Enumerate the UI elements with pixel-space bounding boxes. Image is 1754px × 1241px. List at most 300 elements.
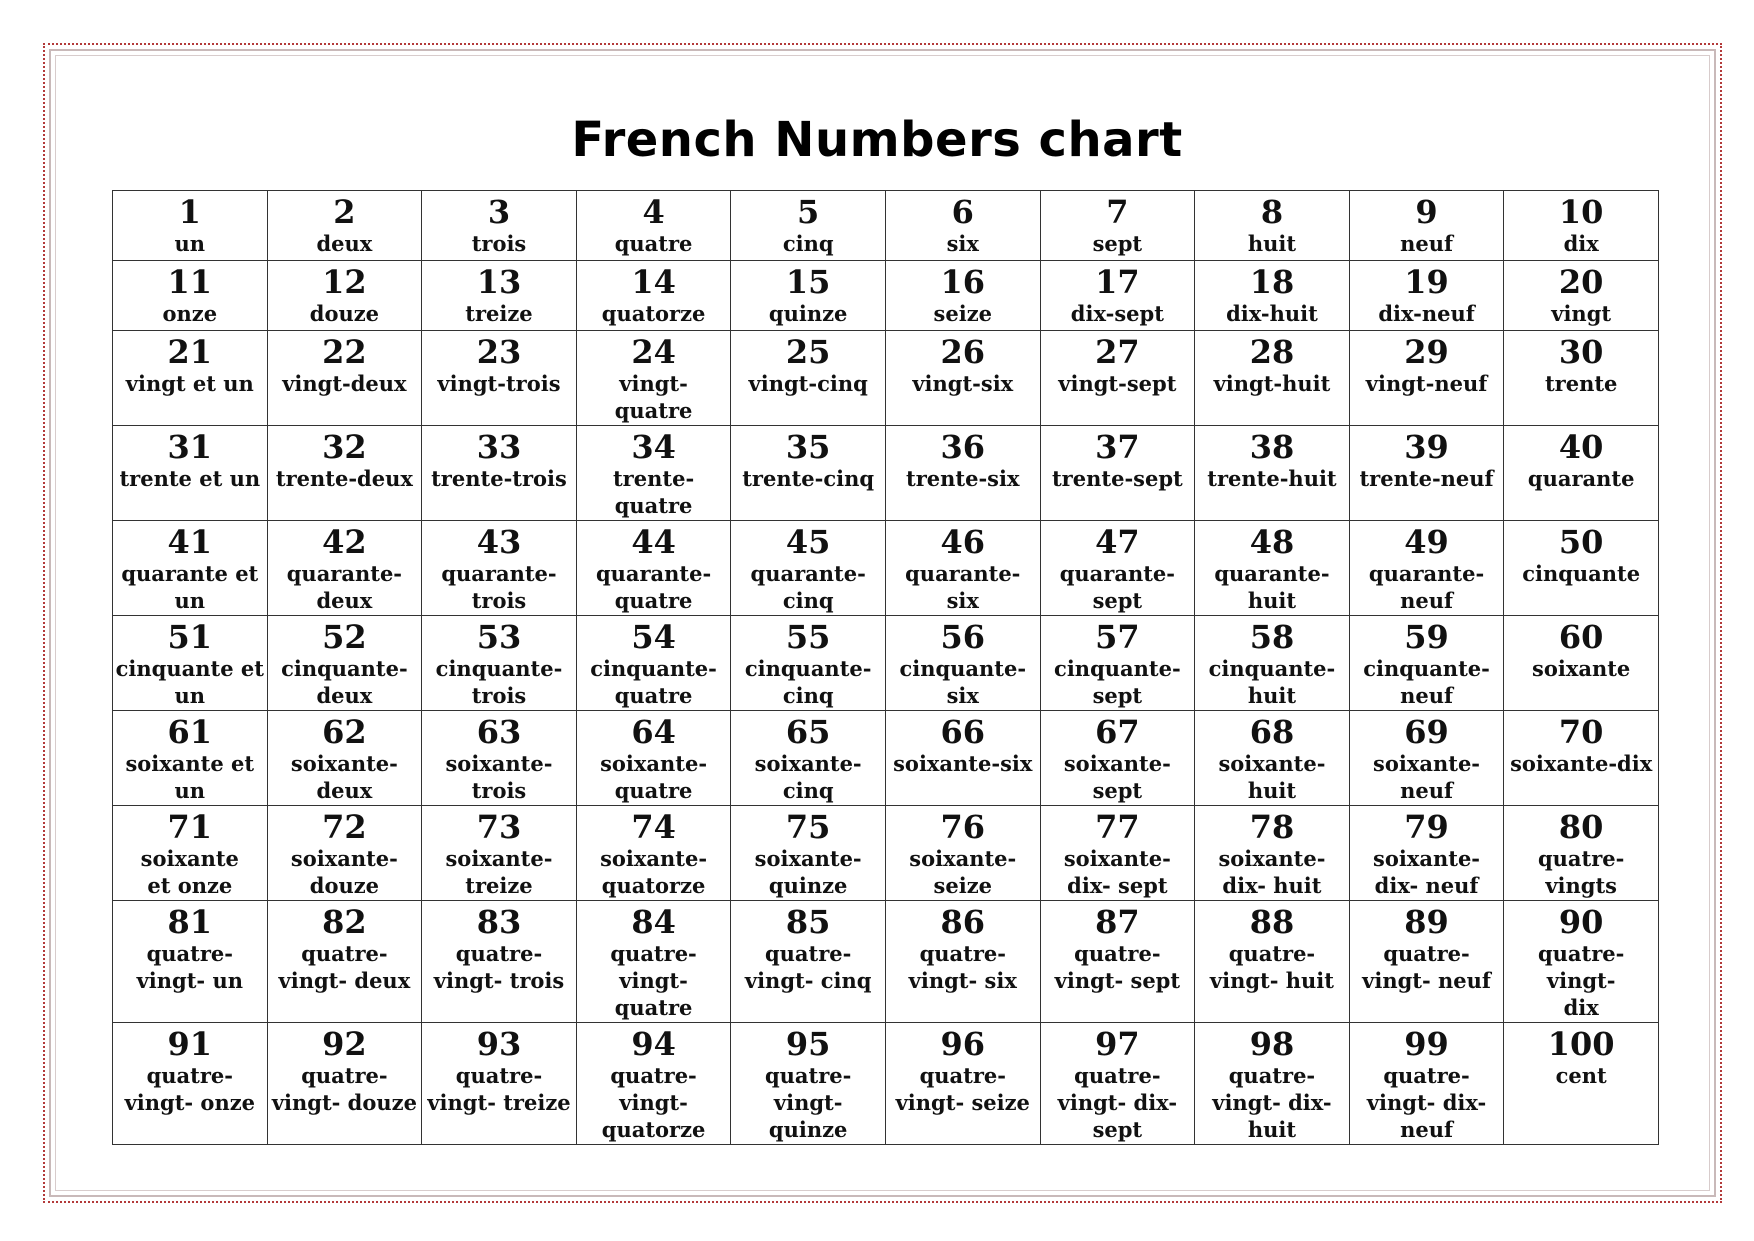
number-cell	[422, 1023, 577, 1145]
number-value: 55	[785, 618, 831, 656]
number-word: soixante- trois	[445, 751, 553, 803]
number-word: vingt-six	[912, 371, 1014, 396]
number-word: quatre- vingt- douze	[271, 1063, 417, 1115]
number-cell	[885, 711, 1040, 806]
number-value: 60	[1558, 618, 1604, 656]
number-value: 40	[1558, 428, 1604, 466]
number-word: vingt-huit	[1213, 371, 1331, 396]
number-word: trente-huit	[1207, 466, 1337, 491]
number-cell	[885, 426, 1040, 521]
number-word: cinquante- cinq	[744, 656, 872, 708]
number-cell	[576, 616, 731, 711]
number-cell	[1195, 191, 1350, 261]
number-cell	[885, 616, 1040, 711]
number-value: 93	[476, 1025, 522, 1063]
number-cell	[113, 1023, 268, 1145]
number-word: dix	[1563, 231, 1599, 256]
number-value: 26	[940, 333, 986, 371]
number-value: 73	[476, 808, 522, 846]
number-cell	[113, 521, 268, 616]
number-word: soixante et onze	[140, 846, 239, 898]
number-word: soixante- treize	[445, 846, 553, 898]
number-value: 85	[785, 903, 831, 941]
number-value: 67	[1095, 713, 1140, 751]
number-value: 75	[785, 808, 831, 846]
number-cell	[731, 426, 886, 521]
number-value: 34	[631, 428, 676, 466]
number-word: quarante- trois	[441, 561, 557, 613]
number-word: soixante- seize	[909, 846, 1017, 898]
number-value: 70	[1558, 713, 1604, 751]
number-value: 38	[1249, 428, 1295, 466]
number-word: trente-six	[906, 466, 1020, 491]
number-value: 52	[322, 618, 367, 656]
number-value: 71	[167, 808, 213, 846]
number-value: 31	[167, 428, 213, 466]
number-cell	[1349, 711, 1504, 806]
number-word: cinquante et un	[115, 656, 264, 708]
number-cell	[1195, 1023, 1350, 1145]
number-word: quatre-vingt- dix	[1537, 941, 1625, 1020]
number-cell	[885, 261, 1040, 331]
number-cell	[422, 261, 577, 331]
number-value: 58	[1249, 618, 1295, 656]
number-cell	[1504, 521, 1659, 616]
number-cell	[267, 1023, 422, 1145]
number-value: 53	[476, 618, 522, 656]
number-cell	[1195, 426, 1350, 521]
number-word: quatre- vingt- neuf	[1362, 941, 1491, 993]
number-word: vingt-sept	[1058, 371, 1177, 396]
number-cell	[576, 261, 731, 331]
number-word: soixante-six	[893, 751, 1033, 776]
number-cell	[422, 331, 577, 426]
number-word: dix-sept	[1070, 301, 1164, 326]
number-value: 47	[1095, 523, 1140, 561]
number-value: 24	[631, 333, 676, 371]
number-word: six	[946, 231, 979, 256]
number-cell	[731, 1023, 886, 1145]
number-value: 81	[167, 903, 213, 941]
number-word: cinquante- huit	[1208, 656, 1336, 708]
number-cell	[576, 426, 731, 521]
number-word: vingt- quatre	[614, 371, 693, 423]
number-word: seize	[933, 301, 992, 326]
number-value: 33	[476, 428, 522, 466]
number-word: cinquante- sept	[1054, 656, 1181, 708]
number-cell	[267, 261, 422, 331]
number-value: 91	[167, 1025, 213, 1063]
number-cell	[113, 806, 268, 901]
number-cell	[113, 261, 268, 331]
number-value: 14	[631, 263, 676, 301]
number-value: 36	[940, 428, 986, 466]
number-cell	[1349, 901, 1504, 1023]
number-cell	[267, 901, 422, 1023]
number-word: quatorze	[601, 301, 706, 326]
number-cell	[885, 191, 1040, 261]
numbers-table	[112, 190, 1659, 1145]
number-cell	[731, 191, 886, 261]
number-word: neuf	[1400, 231, 1454, 256]
number-word: douze	[309, 301, 380, 326]
number-value: 12	[322, 263, 367, 301]
number-word: dix-huit	[1226, 301, 1318, 326]
number-word: soixante- quatre	[600, 751, 708, 803]
table-row	[113, 426, 1659, 521]
number-word: cinquante- deux	[281, 656, 408, 708]
number-cell	[1504, 806, 1659, 901]
number-word: trois	[471, 231, 527, 256]
number-value: 59	[1404, 618, 1449, 656]
number-word: quatre- vingt- deux	[278, 941, 411, 993]
number-word: quinze	[768, 301, 848, 326]
table-row	[113, 806, 1659, 901]
number-word: quarante- neuf	[1368, 561, 1485, 613]
number-cell	[1349, 331, 1504, 426]
number-word: quarante- quatre	[595, 561, 712, 613]
number-value: 7	[1106, 193, 1129, 231]
number-cell	[1040, 901, 1195, 1023]
number-value: 20	[1558, 263, 1604, 301]
number-value: 4	[642, 193, 665, 231]
number-cell	[731, 331, 886, 426]
number-word: cinquante- neuf	[1363, 656, 1490, 708]
number-cell	[731, 616, 886, 711]
number-word: quarante- six	[905, 561, 1021, 613]
number-cell	[885, 1023, 1040, 1145]
number-cell	[422, 521, 577, 616]
number-value: 79	[1404, 808, 1449, 846]
number-value: 86	[940, 903, 986, 941]
number-value: 49	[1404, 523, 1449, 561]
number-word: vingt-neuf	[1365, 371, 1488, 396]
number-value: 28	[1249, 333, 1295, 371]
number-value: 37	[1095, 428, 1140, 466]
number-value: 16	[940, 263, 986, 301]
number-cell	[576, 711, 731, 806]
number-word: soixante- huit	[1218, 751, 1326, 803]
number-value: 74	[631, 808, 676, 846]
number-cell	[1349, 191, 1504, 261]
number-word: quatre- vingt- cinq	[744, 941, 872, 993]
number-value: 69	[1404, 713, 1449, 751]
number-cell	[1040, 331, 1195, 426]
number-cell	[1040, 711, 1195, 806]
number-value: 48	[1249, 523, 1295, 561]
number-cell	[113, 191, 268, 261]
number-cell	[1040, 806, 1195, 901]
number-word: soixante- quatorze	[600, 846, 708, 898]
number-value: 41	[167, 523, 213, 561]
number-word: soixante et un	[125, 751, 255, 803]
number-word: dix-neuf	[1378, 301, 1475, 326]
table-row	[113, 1023, 1659, 1145]
number-value: 83	[476, 903, 522, 941]
number-value: 5	[797, 193, 820, 231]
number-value: 21	[167, 333, 213, 371]
number-cell	[576, 191, 731, 261]
number-word: trente	[1544, 371, 1618, 396]
number-value: 63	[476, 713, 522, 751]
number-cell	[1195, 261, 1350, 331]
number-cell	[1504, 191, 1659, 261]
number-word: soixante-dix	[1510, 751, 1653, 776]
number-cell	[267, 806, 422, 901]
number-value: 13	[476, 263, 522, 301]
number-value: 54	[631, 618, 676, 656]
number-word: huit	[1247, 231, 1297, 256]
table-row	[113, 616, 1659, 711]
number-cell	[267, 331, 422, 426]
number-cell	[731, 711, 886, 806]
number-value: 25	[785, 333, 831, 371]
number-cell	[422, 806, 577, 901]
number-word: cinquante- six	[899, 656, 1027, 708]
number-word: soixante- quinze	[754, 846, 862, 898]
number-cell	[113, 711, 268, 806]
number-value: 87	[1095, 903, 1140, 941]
number-value: 77	[1095, 808, 1140, 846]
number-word: cinquante- quatre	[590, 656, 717, 708]
number-value: 96	[940, 1025, 986, 1063]
number-value: 3	[487, 193, 511, 231]
number-cell	[267, 426, 422, 521]
number-word: trente et un	[119, 466, 261, 491]
number-word: quatre- vingt- un	[136, 941, 243, 993]
number-word: cinquante- trois	[435, 656, 563, 708]
number-word: quatre- vingt- sept	[1054, 941, 1181, 993]
number-cell	[1349, 1023, 1504, 1145]
number-value: 78	[1249, 808, 1295, 846]
number-value: 44	[631, 523, 676, 561]
number-value: 98	[1249, 1025, 1295, 1063]
number-value: 84	[631, 903, 676, 941]
number-value: 94	[631, 1025, 676, 1063]
number-value: 61	[167, 713, 213, 751]
number-cell	[731, 521, 886, 616]
number-value: 27	[1095, 333, 1140, 371]
number-cell	[1504, 616, 1659, 711]
number-word: quatre- vingt- treize	[427, 1063, 571, 1115]
number-cell	[422, 616, 577, 711]
number-cell	[1349, 426, 1504, 521]
number-word: soixante- neuf	[1373, 751, 1481, 803]
number-value: 51	[167, 618, 213, 656]
number-value: 46	[940, 523, 986, 561]
number-word: deux	[316, 231, 373, 256]
number-word: soixante	[1532, 656, 1631, 681]
number-value: 39	[1404, 428, 1449, 466]
number-cell	[267, 711, 422, 806]
number-value: 66	[940, 713, 986, 751]
number-value: 15	[785, 263, 831, 301]
number-word: vingt et un	[125, 371, 254, 396]
table-row	[113, 711, 1659, 806]
table-row	[113, 331, 1659, 426]
number-word: sept	[1092, 231, 1143, 256]
number-cell	[267, 521, 422, 616]
number-cell	[731, 806, 886, 901]
number-word: trente-sept	[1051, 466, 1183, 491]
number-cell	[576, 901, 731, 1023]
number-value: 45	[785, 523, 831, 561]
number-value: 35	[785, 428, 831, 466]
number-cell	[576, 806, 731, 901]
number-cell	[1504, 711, 1659, 806]
number-word: treize	[465, 301, 533, 326]
number-value: 62	[322, 713, 367, 751]
number-cell	[113, 901, 268, 1023]
number-word: cinq	[782, 231, 834, 256]
number-word: vingt-deux	[282, 371, 407, 396]
number-cell	[885, 806, 1040, 901]
number-cell	[267, 191, 422, 261]
number-word: quarante	[1527, 466, 1635, 491]
number-word: un	[174, 231, 206, 256]
number-cell	[113, 616, 268, 711]
number-cell	[1504, 1023, 1659, 1145]
number-cell	[1040, 1023, 1195, 1145]
number-word: trente-neuf	[1359, 466, 1494, 491]
number-value: 72	[322, 808, 367, 846]
number-value: 68	[1249, 713, 1295, 751]
number-cell	[1349, 261, 1504, 331]
number-value: 57	[1095, 618, 1140, 656]
number-value: 43	[476, 523, 522, 561]
number-word: quarante- cinq	[750, 561, 866, 613]
number-word: quatre- vingt- onze	[124, 1063, 255, 1115]
number-word: vingt-trois	[437, 371, 561, 396]
table-row	[113, 521, 1659, 616]
number-word: cinquante	[1522, 561, 1641, 586]
number-cell	[1504, 261, 1659, 331]
number-cell	[113, 426, 268, 521]
table-row	[113, 901, 1659, 1023]
number-cell	[422, 711, 577, 806]
number-value: 2	[333, 193, 356, 231]
number-value: 92	[322, 1025, 367, 1063]
number-cell	[1195, 331, 1350, 426]
number-word: onze	[162, 301, 218, 326]
number-value: 80	[1558, 808, 1604, 846]
number-value: 1	[178, 193, 201, 231]
number-value: 50	[1558, 523, 1604, 561]
number-value: 29	[1404, 333, 1449, 371]
number-word: soixante- dix- neuf	[1373, 846, 1481, 898]
number-cell	[1504, 331, 1659, 426]
number-value: 97	[1095, 1025, 1140, 1063]
number-cell	[422, 191, 577, 261]
number-value: 32	[322, 428, 367, 466]
number-word: quarante et un	[121, 561, 259, 613]
number-cell	[1195, 521, 1350, 616]
number-word: quatre- vingt- six	[908, 941, 1017, 993]
number-word: quarante- sept	[1059, 561, 1175, 613]
number-cell	[576, 1023, 731, 1145]
number-value: 9	[1415, 193, 1438, 231]
number-cell	[885, 901, 1040, 1023]
number-word: soixante- sept	[1063, 751, 1171, 803]
number-word: quatre- vingt- dix- huit	[1212, 1063, 1332, 1142]
number-value: 64	[631, 713, 676, 751]
number-word: trente-cinq	[742, 466, 875, 491]
number-cell	[576, 331, 731, 426]
number-word: trente-deux	[275, 466, 413, 491]
number-word: cent	[1555, 1063, 1607, 1088]
number-word: soixante- dix- sept	[1063, 846, 1171, 898]
number-cell	[1040, 191, 1195, 261]
number-value: 10	[1558, 193, 1604, 231]
number-value: 19	[1404, 263, 1449, 301]
number-cell	[576, 521, 731, 616]
number-cell	[1349, 616, 1504, 711]
number-word: quatre- vingt- trois	[433, 941, 565, 993]
number-word: soixante- douze	[290, 846, 398, 898]
number-value: 76	[940, 808, 986, 846]
table-row	[113, 261, 1659, 331]
number-value: 42	[322, 523, 367, 561]
page-title: French Numbers chart	[571, 112, 1183, 168]
number-value: 82	[322, 903, 367, 941]
number-cell	[422, 901, 577, 1023]
number-word: quatre-vingts	[1537, 846, 1625, 898]
number-cell	[885, 331, 1040, 426]
number-word: quarante- huit	[1214, 561, 1330, 613]
number-word: quatre- vingt- dix- sept	[1057, 1063, 1178, 1142]
number-value: 23	[476, 333, 522, 371]
table-row	[113, 191, 1659, 261]
number-cell	[1504, 901, 1659, 1023]
number-word: soixante- deux	[290, 751, 398, 803]
number-value: 6	[951, 193, 974, 231]
number-cell	[1040, 616, 1195, 711]
number-word: quatre- vingt- seize	[895, 1063, 1030, 1115]
number-value: 22	[322, 333, 367, 371]
number-cell	[1195, 901, 1350, 1023]
number-word: quatre	[614, 231, 693, 256]
number-cell	[422, 426, 577, 521]
number-value: 8	[1260, 193, 1284, 231]
number-word: vingt-cinq	[748, 371, 868, 396]
number-value: 30	[1558, 333, 1604, 371]
number-value: 65	[785, 713, 831, 751]
number-word: trente- quatre	[612, 466, 695, 518]
number-cell	[1195, 616, 1350, 711]
number-word: quatre- vingt- quatre	[610, 941, 697, 1020]
number-cell	[1349, 806, 1504, 901]
number-word: quarante- deux	[286, 561, 403, 613]
number-cell	[1195, 711, 1350, 806]
number-word: soixante- dix- huit	[1218, 846, 1326, 898]
number-cell	[885, 521, 1040, 616]
number-cell	[731, 901, 886, 1023]
number-value: 95	[785, 1025, 831, 1063]
number-cell	[1040, 261, 1195, 331]
number-value: 56	[940, 618, 986, 656]
number-value: 18	[1249, 263, 1295, 301]
number-cell	[1349, 521, 1504, 616]
number-cell	[731, 261, 886, 331]
number-word: quatre- vingt- quinze	[764, 1063, 852, 1142]
number-value: 100	[1547, 1025, 1615, 1063]
number-word: vingt	[1551, 301, 1612, 326]
number-word: soixante- cinq	[754, 751, 862, 803]
number-cell	[267, 616, 422, 711]
number-value: 99	[1404, 1025, 1449, 1063]
number-cell	[1040, 521, 1195, 616]
number-value: 89	[1404, 903, 1449, 941]
